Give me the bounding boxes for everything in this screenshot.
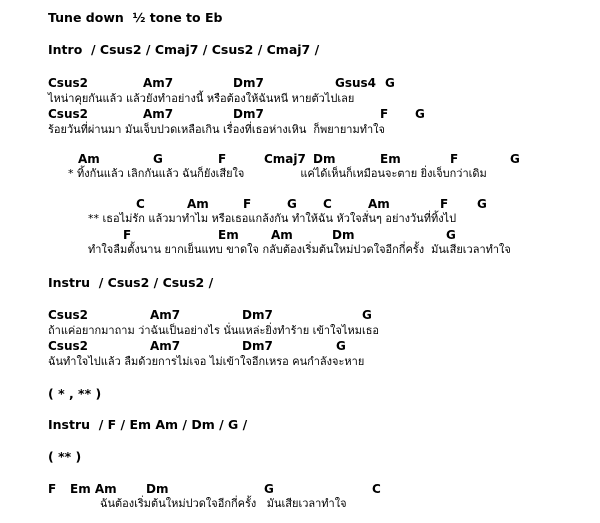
chord: Am [187,197,209,211]
chord: Am7 [143,76,174,90]
chord: Csus2 [48,308,88,322]
lyric-line: ถ้าแค่อยากมาถาม ว่าฉันเป็นอย่างไร นั่นแหล่ะยิ่งทำร้าย เข้าใจไหมเธอ [48,324,380,337]
chord: C [323,197,332,211]
lyric-line: ฉันต้องเริ่มต้นใหม่ปวดใจอีกกี่ครั้ง มันเสียเวลาทำใจ [100,497,347,510]
chord: F [243,197,252,211]
chord: G [446,228,456,242]
chord: Dm7 [233,76,264,90]
tuning-note: Tune down ½ tone to Eb [48,10,223,25]
chord: G [415,107,425,121]
repeat-marker: ( * , ** ) [48,386,102,401]
chord: C [136,197,145,211]
chord: F [450,152,459,166]
chord: Am7 [150,339,181,353]
chord: Dm [332,228,355,242]
chord: Dm [146,482,169,496]
chord: Csus2 [48,339,88,353]
chord: Am7 [150,308,181,322]
chord: Em [380,152,401,166]
chord: G [385,76,395,90]
chord: F [48,482,57,496]
chord: Am [271,228,293,242]
lyric-line: ร้อยวันที่ผ่านมา มันเจ็บปวดเหลือเกิน เรื่องที่เธอห่างเหิน ก็พยายามทำใจ [48,123,385,136]
chord: Csus2 [48,107,88,121]
chord: G [153,152,163,166]
chord: F [440,197,449,211]
chord: Em [218,228,239,242]
chord: G [477,197,487,211]
lyric-line: ฉันทำใจไปแล้ว ลืมด้วยการไม่เจอ ไม่เข้าใจอีกเหรอ คนกำลังจะหาย [48,355,365,368]
chord: G [264,482,274,496]
chord: Am [78,152,100,166]
chord: Em Am [70,482,117,496]
chord: Gsus4 [335,76,377,90]
lyric-line: * ทิ้งกันแล้ว เลิกกันแล้ว ฉันก็ยังเสียใจ แค่ได้เห็นก็เหมือนจะตาย ยิ่งเจ็บกว่าเดิม [68,167,487,180]
chord: Dm7 [233,107,264,121]
intro-line: Intro / Csus2 / Cmaj7 / Csus2 / Cmaj7 / [48,42,320,57]
chord: Am [368,197,390,211]
chord: G [287,197,297,211]
lyric-line: ** เธอไม่รัก แล้วมาทำไม หรือเธอแกล้งกัน ทำให้ฉัน หัวใจสั่นๆ อย่างวันที่ทิ้งไป [88,212,457,225]
chord: F [123,228,132,242]
chord: F [218,152,227,166]
chord: F [380,107,389,121]
instrumental-line: Instru / F / Em Am / Dm / G / [48,417,248,432]
chord: Csus2 [48,76,88,90]
chord: G [510,152,520,166]
lyric-line: ไหน่าคุยกันแล้ว แล้วยังทำอย่างนี้ หรือต้องให้ฉันหนี หายตัวไปเลย [48,92,355,105]
chord: Am7 [143,107,174,121]
repeat-marker: ( ** ) [48,449,82,464]
chord: Dm [313,152,336,166]
chord: G [362,308,372,322]
chord: Dm7 [242,308,273,322]
instrumental-line: Instru / Csus2 / Csus2 / [48,275,214,290]
chord: C [372,482,381,496]
chord: Cmaj7 [264,152,306,166]
chord: Dm7 [242,339,273,353]
chord: G [336,339,346,353]
lyric-line: ทำใจลืมตั้งนาน ยากเย็นแทบ ขาดใจ กลับต้องเริ่มต้นใหม่ปวดใจอีกกี่ครั้ง มันเสียเวลาทำใจ [88,243,511,256]
